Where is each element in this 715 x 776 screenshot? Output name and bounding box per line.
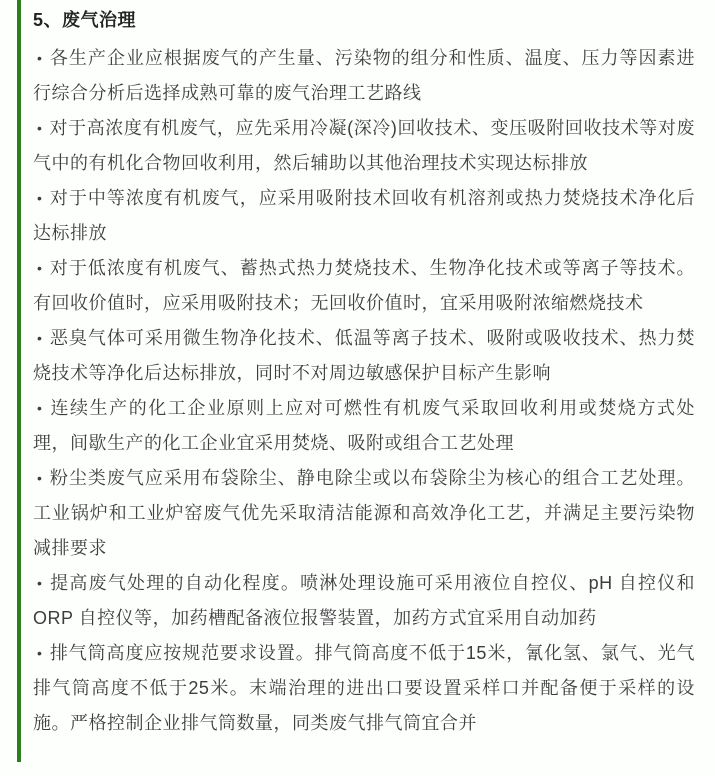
bullet-item-text: 粉尘类废气应采用布袋除尘、静电除尘或以布袋除尘为核心的组合工艺处理。工业锅炉和工业炉窑废气优先采取清洁能源和高效净化工艺，并满足主要污染物减排要求 [33,468,695,558]
bullet-item [33,461,695,566]
bullet-icon: • [37,190,43,206]
bullet-item-text: 各生产企业应根据废气的产生量、污染物的组分和性质、温度、压力等因素进行综合分析后选择成熟可靠的废气治理工艺路线 [33,48,695,103]
document-panel [17,0,715,762]
bullet-icon: • [37,575,43,591]
bullet-item [33,111,695,181]
bullet-icon: • [37,330,43,346]
bullet-item-text: 提高废气处理的自动化程度。喷淋处理设施可采用液位自控仪、pH 自控仪和ORP 自控仪等，加药槽配备液位报警装置，加药方式宜采用自动加药 [33,573,695,628]
bullet-item-text: 对于低浓度有机废气、蓄热式热力焚烧技术、生物净化技术或等离子等技术。有回收价值时，应采用吸附技术；无回收价值时，宜采用吸附浓缩燃烧技术 [33,258,695,313]
bullet-item [33,321,695,391]
bullet-item-text: 对于中等浓度有机废气，应采用吸附技术回收有机溶剂或热力焚烧技术净化后达标排放 [33,188,695,243]
bullet-icon: • [37,120,43,136]
bullet-item [33,251,695,321]
bullet-item-text: 恶臭气体可采用微生物净化技术、低温等离子技术、吸附或吸收技术、热力焚烧技术等净化后达标排放，同时不对周边敏感保护目标产生影响 [33,328,695,383]
bullet-item-text: 连续生产的化工企业原则上应对可燃性有机废气采取回收利用或焚烧方式处理，间歇生产的化工企业宜采用焚烧、吸附或组合工艺处理 [33,398,695,453]
bullet-item-text: 对于高浓度有机废气，应先采用冷凝(深冷)回收技术、变压吸附回收技术等对废气中的有机化合物回收利用，然后辅助以其他治理技术实现达标排放 [33,118,695,173]
bullet-item [33,636,695,741]
bullet-icon: • [37,645,43,661]
bullet-icon: • [37,50,43,66]
bullet-item [33,181,695,251]
bullet-item [33,566,695,636]
bullet-icon: • [37,260,43,276]
bullet-icon: • [37,470,43,486]
bullet-item-text: 排气筒高度应按规范要求设置。排气筒高度不低于15米，氰化氢、氯气、光气排气筒高度不低于25米。末端治理的进出口要设置采样口并配备便于采样的设施。严格控制企业排气筒数量，同类废气排气筒宜合并 [33,643,695,733]
bullet-icon: • [37,400,43,416]
bullet-item [33,391,695,461]
bullet-item [33,41,695,111]
page-title: 5、废气治理 [33,10,137,30]
